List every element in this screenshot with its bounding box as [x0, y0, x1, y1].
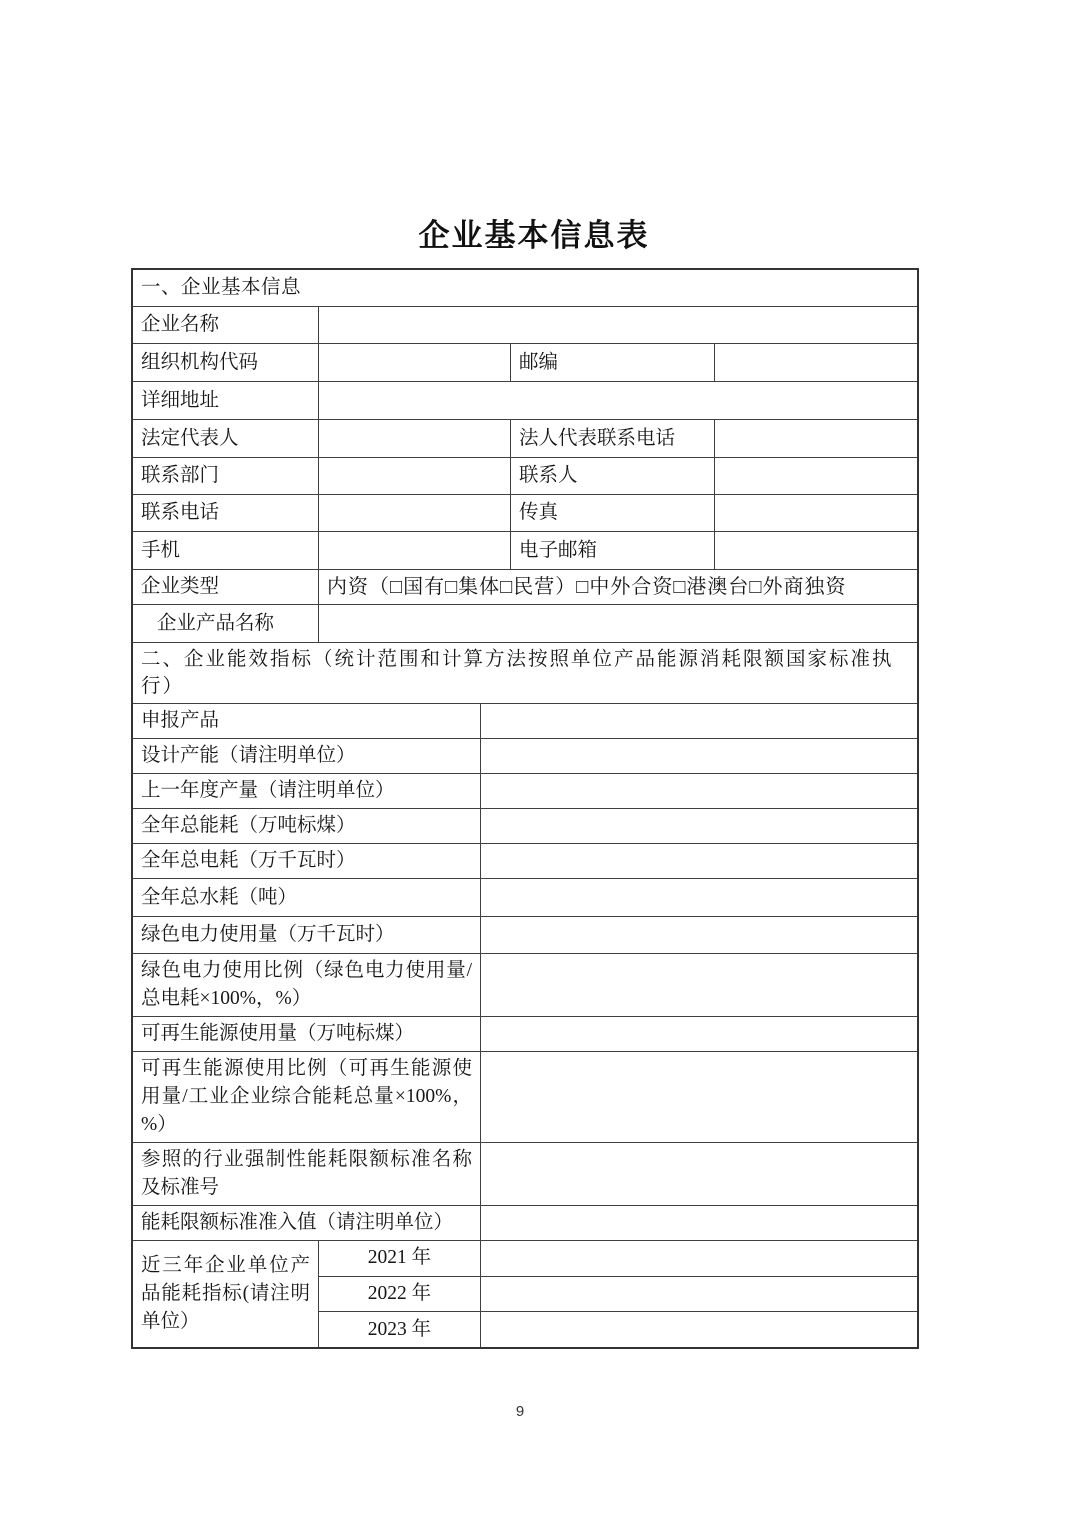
table-row [133, 570, 917, 605]
field-label-reference-standard: 参照的行业强制性能耗限额标准名称及标准号 [133, 1143, 481, 1205]
field-value-mobile [319, 532, 511, 569]
field-value-quota-entry-value [481, 1206, 917, 1240]
field-value-legal-rep-phone [715, 420, 917, 457]
field-label-mobile: 手机 [133, 532, 319, 569]
section2-header: 二、企业能效指标（统计范围和计算方法按照单位产品能源消耗限额国家标准执行） [141, 649, 894, 697]
year-label-2022: 2022 年 [319, 1277, 481, 1312]
form-content [131, 210, 919, 1349]
table-row [133, 1206, 917, 1241]
year-row-2022 [319, 1277, 917, 1313]
year-value-2023 [481, 1312, 917, 1347]
field-value-renewable-ratio [481, 1052, 917, 1142]
field-value-green-power-usage [481, 917, 917, 953]
table-row [133, 1052, 917, 1143]
field-value-total-water [481, 879, 917, 916]
table-row [133, 917, 917, 954]
table-row [133, 809, 917, 844]
field-label-email: 电子邮箱 [511, 532, 715, 569]
field-label-green-power-usage: 绿色电力使用量（万千瓦时） [133, 917, 481, 953]
field-value-total-energy [481, 809, 917, 843]
three-year-subtable [319, 1241, 917, 1347]
field-label-total-water: 全年总水耗（吨） [133, 879, 481, 916]
field-label-company-name: 企业名称 [133, 307, 319, 343]
field-value-org-code [319, 344, 511, 381]
field-label-quota-entry-value: 能耗限额标准准入值（请注明单位） [133, 1206, 481, 1240]
table-row [133, 844, 917, 879]
field-label-contact-person: 联系人 [511, 458, 715, 494]
field-label-green-power-ratio: 绿色电力使用比例（绿色电力使用量/总电耗×100%，%） [133, 954, 481, 1016]
page-number: 9 [515, 1403, 525, 1420]
year-row-2023 [319, 1312, 917, 1347]
field-value-total-electricity [481, 844, 917, 878]
table-row [133, 382, 917, 420]
field-label-total-electricity: 全年总电耗（万千瓦时） [133, 844, 481, 878]
table-row [133, 1017, 917, 1052]
field-value-contact-phone [319, 495, 511, 531]
field-value-green-power-ratio [481, 954, 917, 1016]
field-value-company-type-options: 内资（□国有□集体□民营）□中外合资□港澳台□外商独资 [327, 576, 847, 598]
field-label-company-type: 企业类型 [133, 570, 319, 604]
field-label-last-year-output: 上一年度产量（请注明单位） [133, 774, 481, 808]
table-row [133, 605, 917, 643]
section1-header-row [133, 270, 917, 307]
field-value-postcode [715, 344, 917, 381]
form-table [131, 268, 919, 1349]
table-row [133, 344, 917, 382]
field-label-total-energy: 全年总能耗（万吨标煤） [133, 809, 481, 843]
field-value-last-year-output [481, 774, 917, 808]
field-label-contact-phone: 联系电话 [133, 495, 319, 531]
field-label-product-name: 企业产品名称 [133, 605, 319, 642]
field-label-contact-dept: 联系部门 [133, 458, 319, 494]
field-label-design-capacity: 设计产能（请注明单位） [133, 739, 481, 773]
field-value-product-name [319, 605, 917, 642]
table-row [133, 420, 917, 458]
field-label-legal-rep: 法定代表人 [133, 420, 319, 457]
year-row-2021 [319, 1241, 917, 1277]
table-row [133, 879, 917, 917]
field-value-legal-rep [319, 420, 511, 457]
field-label-address: 详细地址 [133, 382, 319, 419]
table-row [133, 954, 917, 1017]
field-label-declared-product: 申报产品 [133, 704, 481, 738]
field-label-fax: 传真 [511, 495, 715, 531]
section1-header: 一、企业基本信息 [141, 277, 302, 298]
year-label-2023: 2023 年 [319, 1312, 481, 1347]
year-value-2022 [481, 1277, 917, 1312]
field-label-postcode: 邮编 [511, 344, 715, 381]
table-row [133, 307, 917, 344]
year-value-2021 [481, 1241, 917, 1276]
table-row [133, 704, 917, 739]
field-value-contact-person [715, 458, 917, 494]
field-value-company-name [319, 307, 917, 343]
field-label-renewable-usage: 可再生能源使用量（万吨标煤） [133, 1017, 481, 1051]
field-label-org-code: 组织机构代码 [133, 344, 319, 381]
field-value-reference-standard [481, 1143, 917, 1205]
table-row [133, 495, 917, 532]
table-row [133, 532, 917, 570]
section2-header-row [133, 643, 917, 704]
field-value-address [319, 382, 917, 419]
field-value-contact-dept [319, 458, 511, 494]
table-row [133, 774, 917, 809]
field-value-renewable-usage [481, 1017, 917, 1051]
table-row [133, 458, 917, 495]
field-label-legal-rep-phone: 法人代表联系电话 [511, 420, 715, 457]
table-row [133, 1143, 917, 1206]
field-value-email [715, 532, 917, 569]
page-title: 企业基本信息表 [418, 218, 650, 253]
table-row [133, 739, 917, 774]
field-label-three-year-indicator: 近三年企业单位产品能耗指标(请注明单位） [133, 1241, 319, 1347]
field-value-fax [715, 495, 917, 531]
three-year-group-row [133, 1241, 917, 1347]
year-label-2021: 2021 年 [319, 1241, 481, 1276]
field-value-declared-product [481, 704, 917, 738]
field-value-design-capacity [481, 739, 917, 773]
field-label-renewable-ratio: 可再生能源使用比例（可再生能源使用量/工业企业综合能耗总量×100%，%） [133, 1052, 481, 1142]
